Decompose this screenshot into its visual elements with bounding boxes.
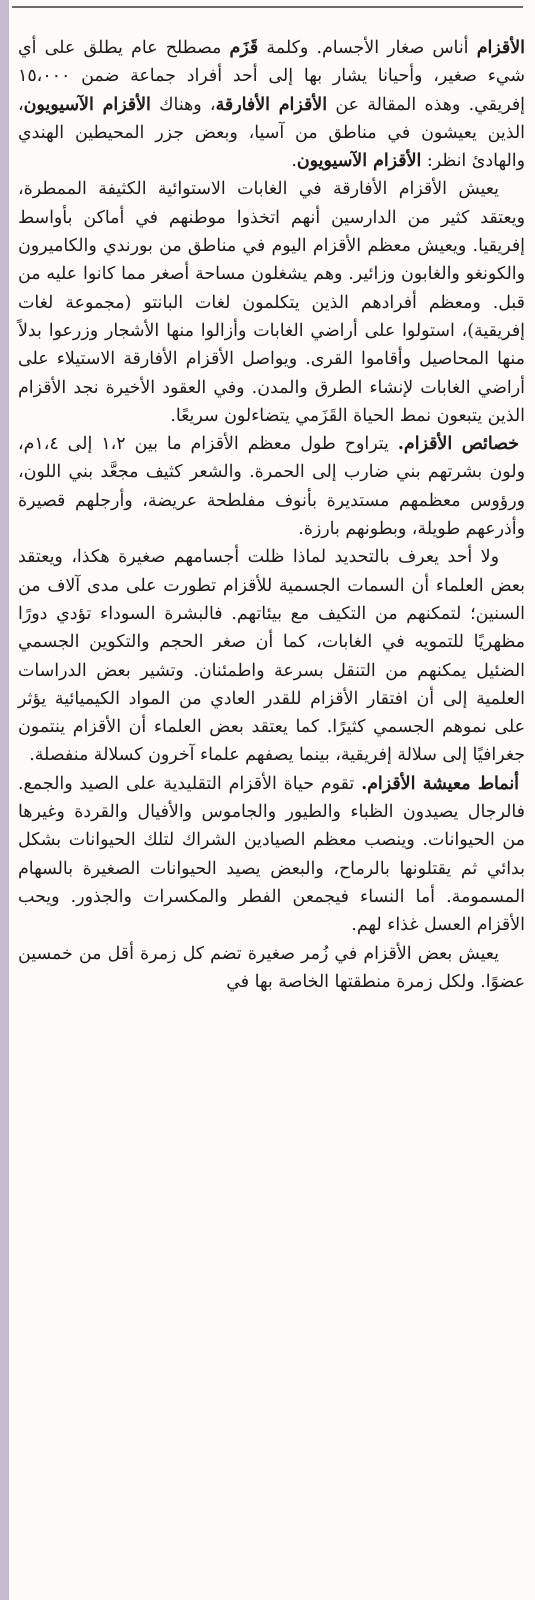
lifestyle-text: تقوم حياة الأقزام التقليدية على الصيد والجمع. فالرجال يصيدون الظباء والطيور والجاموس والأفيال والقردة وغيرها من الحيوانات. وينصب معظم الصيادين الشراك لتلك الحيوانات بشكل بدائي ثم يقتلونها بالرماح، والبعض يصيد الحيوانات الصغيرة بالسهام المسمومة. أما النساء فيجمعن الفطر والمكسرات والجذور. ويحب الأقزام العسل غذاء لهم. (18, 773, 525, 936)
page-edge-bar (0, 0, 9, 1600)
top-rule (12, 6, 523, 8)
intro-text-1: أناس صغار الأجسام. وكلمة (258, 38, 477, 58)
section-heading-lifestyle: أنماط معيشة الأقزام. (361, 773, 519, 794)
intro-text-3: ، وهناك (150, 94, 216, 115)
characteristics-paragraph (18, 430, 525, 543)
encyclopedia-article (18, 34, 525, 996)
characteristics-text: يتراوح طول معظم الأقزام ما بين ١،٢ إلى ١،٤م، ولون بشرتهم بني ضارب إلى الحمرة. والشعر كثيف مجعَّد بني اللون، ورؤوس معظمهم مستديرة بأنوف مفلطحة عريضة، وأرجلهم قصيرة وأذرعهم طويلة، وبطونهم بارزة. (18, 434, 525, 540)
keyword-asian-pygmies: الأقزام الآسيويون (23, 94, 151, 115)
entry-title: الأقزام (476, 38, 525, 58)
habitat-paragraph: يعيش الأقزام الأفارقة في الغابات الاستوائية الكثيفة الممطرة، ويعتقد كثير من الدارسين أنهم اتخذوا موطنهم في أماكن بأواسط إفريقيا. ويعيش معظم الأقزام اليوم في مناطق من بورندي والكاميرون والكونغو والغابون وزائير. وهم يشغلون مساحة أصغر مما كانوا عليه من قبل. ومعظم أفرادهم الذين يتكلمون لغات البانتو (مجموعة لغات إفريقية)، استولوا على أراضي الغابات وأزالوا منها الأشجار وزرعوا بدلاً منها المحاصيل وأقاموا القرى. ويواصل الأقزام الأفارقة الاستيلاء على أراضي الغابات لإنشاء الطرق والمدن. وفي العقود الأخيرة نجد الأقزام الذين يتبعون نمط الحياة القَزَمي يتضاءلون سريعًا. (18, 179, 525, 426)
bands-paragraph: يعيش بعض الأقزام في زُمر صغيرة تضم كل زمرة أقل من خمسين عضوًا. ولكل زمرة منطقتها الخاصة بها في (18, 943, 525, 992)
lifestyle-paragraph (18, 770, 525, 940)
keyword-qazam: قَزَم (229, 38, 259, 58)
section-heading-characteristics: خصائص الأقزام. (397, 434, 519, 455)
keyword-african-pygmies: الأقزام الأفارقة (215, 94, 328, 115)
intro-paragraph (18, 34, 525, 175)
body-size-paragraph: ولا أحد يعرف بالتحديد لماذا ظلت أجسامهم صغيرة هكذا، ويعتقد بعض العلماء أن السمات الجسمية للأقزام تطورت على مدى آلاف من السنين؛ لتمكنهم من التكيف مع بيئاتهم. فالبشرة السوداء تؤدي دورًا مظهريًا للتمويه في الغابات، كما أن صغر الحجم والتكوين الجسمي الضئيل يمكنهم من التنقل بسرعة واطمئنان. وتشير بعض الدراسات العلمية إلى أن افتقار الأقزام للقدر العادي من المواد الكيميائية يؤثر على نموهم الجسمي كثيرًا. كما يعتقد بعض العلماء أن الأقزام ينتمون جغرافيًا إلى سلالة إفريقية، بينما يصفهم علماء آخرون كسلالة منفصلة. (18, 547, 525, 766)
intro-text-4: ، الذين يعيشون في مناطق من آسيا، وبعض جزر المحيطين الهندي والهادئ انظر: (18, 94, 525, 172)
intro-text-5: . (291, 151, 297, 172)
intro-text-2: مصطلح عام يطلق على أي شيء صغير، وأحيانا يشار بها إلى أحد أفراد جماعة ضمن ١٥،٠٠٠ إفريقي. وهذه المقالة عن (18, 38, 526, 115)
cross-reference-link[interactable]: الأقزام الآسيويون (296, 151, 422, 172)
